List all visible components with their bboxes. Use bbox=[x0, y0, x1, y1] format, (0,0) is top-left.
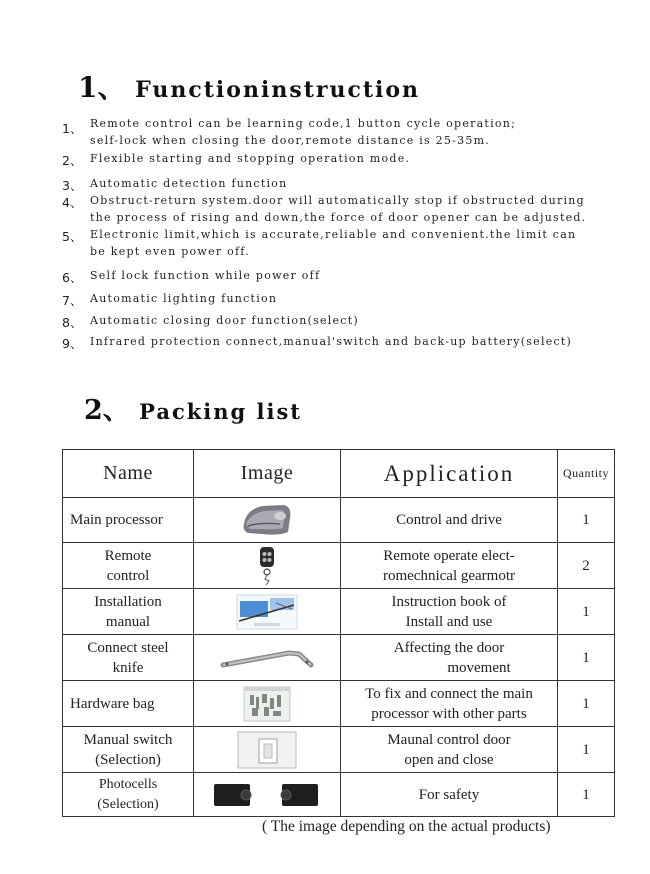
section1-title: Functioninstruction bbox=[135, 77, 421, 103]
row-quantity: 1 bbox=[558, 681, 615, 727]
table-row bbox=[63, 727, 615, 773]
table-row bbox=[63, 681, 615, 727]
connect-steel-knife-image bbox=[219, 645, 315, 671]
table-row bbox=[63, 498, 615, 543]
row-application: Control and drive bbox=[341, 498, 558, 543]
row-image bbox=[194, 681, 341, 727]
row-name: Remote control bbox=[63, 543, 194, 589]
row-image bbox=[194, 589, 341, 635]
row-quantity: 1 bbox=[558, 727, 615, 773]
row-quantity: 1 bbox=[558, 635, 615, 681]
table-header-row bbox=[63, 450, 615, 498]
row-quantity: 1 bbox=[558, 773, 615, 817]
row-application: Remote operate elect- romechnical gearmotr bbox=[341, 543, 558, 589]
header-quantity: Quantity bbox=[558, 450, 615, 498]
section1-number: 1、 bbox=[78, 71, 126, 104]
row-image bbox=[194, 635, 341, 681]
section2-heading bbox=[84, 388, 302, 427]
row-name: Manual switch (Selection) bbox=[63, 727, 194, 773]
packing-list-table bbox=[62, 449, 615, 817]
row-image bbox=[194, 543, 341, 589]
header-name: Name bbox=[63, 450, 194, 498]
row-quantity: 2 bbox=[558, 543, 615, 589]
row-name: Installation manual bbox=[63, 589, 194, 635]
table-row bbox=[63, 773, 615, 817]
row-image bbox=[194, 773, 341, 817]
row-application: Affecting the door movement bbox=[341, 635, 558, 681]
main-processor-image bbox=[240, 502, 294, 538]
row-application: Instruction book of Install and use bbox=[341, 589, 558, 635]
section1-heading bbox=[78, 66, 420, 106]
header-image: Image bbox=[194, 450, 341, 498]
hardware-bag-image bbox=[242, 685, 292, 723]
row-application: Maunal control door open and close bbox=[341, 727, 558, 773]
row-quantity: 1 bbox=[558, 498, 615, 543]
table-row bbox=[63, 635, 615, 681]
row-application: For safety bbox=[341, 773, 558, 817]
section2-number: 2、 bbox=[84, 395, 130, 426]
table-row bbox=[63, 589, 615, 635]
footnote: ( The image depending on the actual products) bbox=[262, 818, 551, 835]
row-image bbox=[194, 727, 341, 773]
remote-control-image bbox=[256, 545, 278, 587]
row-image bbox=[194, 498, 341, 543]
row-quantity: 1 bbox=[558, 589, 615, 635]
section2-title: Packing list bbox=[139, 399, 302, 424]
row-name: Photocells (Selection) bbox=[63, 773, 194, 817]
row-name: Connect steel knife bbox=[63, 635, 194, 681]
row-name: Main processor bbox=[63, 498, 194, 543]
photocells-image bbox=[212, 780, 322, 810]
table-row bbox=[63, 543, 615, 589]
header-application: Application bbox=[341, 450, 558, 498]
row-name: Hardware bag bbox=[63, 681, 194, 727]
installation-manual-image bbox=[236, 593, 298, 631]
row-application: To fix and connect the main processor with other parts bbox=[341, 681, 558, 727]
manual-switch-image bbox=[237, 731, 297, 769]
